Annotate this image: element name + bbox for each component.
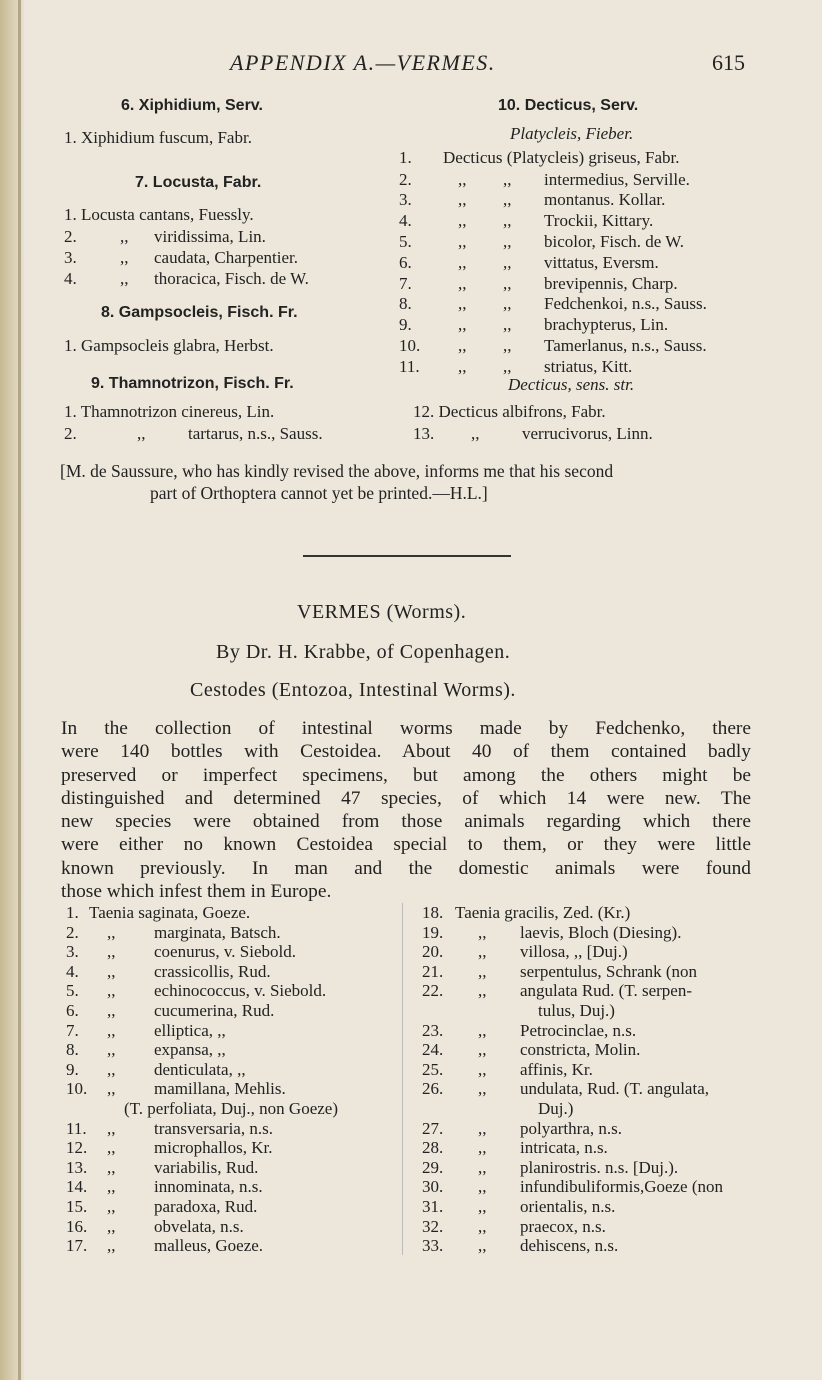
list-cell: ,, bbox=[107, 922, 116, 942]
list-cell: intermedius, Serville. bbox=[544, 170, 690, 189]
list-cell: malleus, Goeze. bbox=[154, 1236, 264, 1256]
list-cell: 4. bbox=[399, 211, 412, 230]
list-cell: ,, bbox=[503, 232, 512, 251]
editor-note-line-2: part of Orthoptera cannot yet be printed.—H.L.] bbox=[150, 483, 488, 503]
list-cell: ,, bbox=[107, 1177, 116, 1197]
list-cell: ,, bbox=[503, 274, 512, 293]
paragraph-line: new species were obtained from those animals regarding which there bbox=[61, 811, 751, 833]
list-cell: 9. bbox=[66, 1059, 79, 1079]
list-cell: ,, bbox=[458, 274, 467, 293]
list-cell: 29. bbox=[422, 1157, 444, 1177]
list-cell: Duj.) bbox=[538, 1099, 574, 1118]
list-cell: 3. bbox=[66, 942, 79, 962]
list-cell: 6. bbox=[66, 1001, 79, 1020]
list-cell: 23. bbox=[422, 1020, 444, 1040]
section-heading-decticus: 10. Decticus, Serv. bbox=[498, 97, 639, 114]
section-heading-xiphidium: 6. Xiphidium, Serv. bbox=[121, 97, 263, 114]
list-cell: ,, bbox=[478, 1118, 487, 1138]
list-cell: elliptica, ,, bbox=[154, 1020, 226, 1040]
list-cell: ,, bbox=[478, 942, 487, 962]
list-cell: ,, bbox=[478, 1216, 487, 1236]
paragraph-line: preserved or imperfect specimens, but among the others might be bbox=[61, 764, 751, 786]
list-cell: ,, bbox=[107, 1197, 116, 1216]
list-cell: praecox, n.s. bbox=[520, 1216, 606, 1236]
list-cell: 30. bbox=[422, 1177, 444, 1197]
list-cell: 7. bbox=[66, 1020, 79, 1040]
list-cell: infundibuliformis,Goeze (non bbox=[520, 1177, 724, 1197]
list-cell: tulus, Duj.) bbox=[538, 1001, 615, 1020]
paragraph-line: In the collection of intestinal worms made by Fedchenko, there bbox=[61, 718, 751, 739]
list-cell: 24. bbox=[422, 1040, 444, 1060]
list-cell: 16. bbox=[66, 1216, 88, 1236]
list-item: 13. ,, verrucivorus, Linn. bbox=[413, 424, 653, 443]
list-cell: ,, bbox=[107, 1236, 116, 1256]
section-heading-gampsocleis: 8. Gampsocleis, Fisch. Fr. bbox=[101, 304, 298, 321]
list-cell: ,, bbox=[458, 190, 467, 209]
list-cell: 1. bbox=[399, 148, 412, 167]
list-cell: 15. bbox=[66, 1197, 88, 1216]
list-cell: marginata, Batsch. bbox=[154, 922, 281, 942]
list-cell: serpentulus, Schrank (non bbox=[520, 961, 698, 981]
paragraph-line: were 140 bottles with Cestoidea. About 40 of them contained badly bbox=[61, 741, 751, 763]
list-cell: ,, bbox=[107, 961, 116, 981]
list-cell: ,, bbox=[107, 1216, 116, 1236]
list-cell: 21. bbox=[422, 961, 444, 981]
list-cell: ,, bbox=[478, 1157, 487, 1177]
list-cell: ,, bbox=[503, 357, 512, 376]
list-item: 1. Thamnotrizon cinereus, Lin. bbox=[64, 402, 275, 421]
list-cell: Decticus (Platycleis) griseus, Fabr. bbox=[443, 148, 680, 167]
list-cell: 3. bbox=[399, 190, 412, 209]
list-cell: 11. bbox=[399, 357, 420, 376]
list-cell: 10. bbox=[66, 1079, 88, 1099]
list-cell: 8. bbox=[66, 1040, 79, 1060]
list-cell: ,, bbox=[458, 294, 467, 313]
paragraph-line: distinguished and determined 47 species, of which 14 were new. The bbox=[61, 787, 751, 809]
list-cell: ,, bbox=[458, 211, 467, 230]
list-cell: intricata, n.s. bbox=[520, 1138, 608, 1158]
list-cell: ,, bbox=[458, 232, 467, 251]
list-cell: ,, bbox=[107, 942, 116, 962]
list-cell: ,, bbox=[478, 1177, 487, 1197]
intro-paragraph bbox=[61, 717, 751, 903]
list-cell: striatus, Kitt. bbox=[544, 357, 633, 376]
list-cell: ,, bbox=[503, 336, 512, 355]
cestodes-subtitle: Cestodes (Entozoa, Intestinal Worms). bbox=[190, 679, 516, 701]
list-item: 1. Xiphidium fuscum, Fabr. bbox=[64, 128, 252, 147]
list-cell: 25. bbox=[422, 1059, 444, 1079]
list-cell: Taenia saginata, Goeze. bbox=[89, 903, 251, 922]
list-cell: 12. bbox=[66, 1138, 88, 1158]
list-cell: ,, bbox=[478, 1079, 487, 1099]
list-cell: ,, bbox=[458, 315, 467, 334]
list-cell: 14. bbox=[66, 1177, 88, 1197]
list-cell: undulata, Rud. (T. angulata, bbox=[520, 1079, 709, 1099]
list-cell: ,, bbox=[107, 1118, 116, 1138]
list-cell: ,, bbox=[503, 253, 512, 272]
list-cell: planirostris. n.s. [Duj.). bbox=[520, 1157, 679, 1177]
list-cell: innominata, n.s. bbox=[154, 1177, 263, 1197]
list-cell: ,, bbox=[503, 211, 512, 230]
subheading-platycleis: Platycleis, Fieber. bbox=[510, 124, 634, 143]
list-item: 3. ,, caudata, Charpentier. bbox=[64, 248, 298, 267]
author-line: By Dr. H. Krabbe, of Copenhagen. bbox=[216, 641, 511, 663]
list-cell: ,, bbox=[478, 1059, 487, 1079]
list-cell: paradoxa, Rud. bbox=[154, 1197, 258, 1216]
list-cell: ,, bbox=[503, 315, 512, 334]
paragraph-line: those which infest them in Europe. bbox=[61, 881, 332, 903]
list-cell: ,, bbox=[478, 1236, 487, 1256]
column-divider bbox=[402, 903, 403, 1255]
list-cell: bicolor, Fisch. de W. bbox=[544, 232, 685, 251]
list-cell: mamillana, Mehlis. bbox=[154, 1079, 286, 1099]
list-cell: 4. bbox=[66, 961, 79, 981]
section-divider bbox=[303, 555, 511, 557]
list-cell: ,, bbox=[107, 1059, 116, 1079]
list-cell: laevis, Bloch (Diesing). bbox=[520, 922, 682, 942]
list-item: 2. ,, tartarus, n.s., Sauss. bbox=[64, 424, 323, 443]
list-cell: 20. bbox=[422, 942, 444, 962]
list-cell: ,, bbox=[478, 981, 487, 1001]
list-cell: coenurus, v. Siebold. bbox=[154, 942, 296, 962]
list-cell: ,, bbox=[107, 1001, 116, 1020]
list-cell: Fedchenkoi, n.s., Sauss. bbox=[544, 294, 707, 313]
list-cell: ,, bbox=[503, 170, 512, 189]
section-heading-locusta: 7. Locusta, Fabr. bbox=[135, 174, 262, 191]
list-cell: 7. bbox=[399, 274, 412, 293]
list-cell: Petrocinclae, n.s. bbox=[520, 1020, 637, 1040]
list-cell: 28. bbox=[422, 1138, 444, 1158]
list-item: 1. Gampsocleis glabra, Herbst. bbox=[64, 336, 274, 355]
list-cell: 17. bbox=[66, 1236, 88, 1256]
list-cell: Taenia gracilis, Zed. (Kr.) bbox=[455, 903, 631, 922]
list-cell: ,, bbox=[458, 336, 467, 355]
list-item: 2. ,, viridissima, Lin. bbox=[64, 227, 266, 246]
list-cell: 31. bbox=[422, 1197, 444, 1216]
list-cell: ,, bbox=[478, 1197, 487, 1216]
list-cell: 32. bbox=[422, 1216, 444, 1236]
list-item: 1. Locusta cantans, Fuessly. bbox=[64, 205, 254, 224]
list-cell: villosa, ,, [Duj.) bbox=[520, 942, 628, 962]
list-cell: 33. bbox=[422, 1236, 444, 1256]
list-cell: obvelata, n.s. bbox=[154, 1216, 244, 1236]
list-cell: brevipennis, Charp. bbox=[544, 274, 678, 293]
paragraph-line: known previously. In man and the domestic animals were found bbox=[61, 857, 751, 879]
list-cell: ,, bbox=[503, 190, 512, 209]
list-cell: ,, bbox=[458, 357, 467, 376]
list-cell: dehiscens, n.s. bbox=[520, 1236, 619, 1256]
list-cell: expansa, ,, bbox=[154, 1040, 226, 1060]
list-cell: Trockii, Kittary. bbox=[544, 211, 654, 230]
list-cell: affinis, Kr. bbox=[520, 1059, 593, 1079]
list-cell: ,, bbox=[478, 1040, 487, 1060]
subheading-decticus-sens-str: Decticus, sens. str. bbox=[508, 375, 635, 394]
list-cell: 11. bbox=[66, 1118, 87, 1138]
list-cell: 6. bbox=[399, 253, 412, 272]
list-cell: ,, bbox=[478, 922, 487, 942]
list-cell: montanus. Kollar. bbox=[544, 190, 666, 209]
list-cell: 18. bbox=[422, 903, 444, 922]
list-cell: 13. bbox=[66, 1157, 88, 1177]
list-cell: 5. bbox=[399, 232, 412, 251]
list-item: 4. ,, thoracica, Fisch. de W. bbox=[64, 269, 309, 288]
vermes-title: VERMES (Worms). bbox=[297, 601, 467, 623]
list-cell: 5. bbox=[66, 981, 79, 1001]
page-edge-line bbox=[18, 0, 21, 1380]
page-number: 615 bbox=[712, 50, 745, 75]
list-cell: variabilis, Rud. bbox=[154, 1157, 259, 1177]
editor-note-line-1: [M. de Saussure, who has kindly revised the above, informs me that his second bbox=[60, 461, 614, 481]
list-cell: angulata Rud. (T. serpen- bbox=[520, 981, 692, 1001]
list-cell: microphallos, Kr. bbox=[154, 1138, 273, 1158]
list-cell: Tamerlanus, n.s., Sauss. bbox=[544, 336, 707, 355]
list-cell: 10. bbox=[399, 336, 421, 355]
list-cell: polyarthra, n.s. bbox=[520, 1118, 622, 1138]
list-cell: denticulata, ,, bbox=[154, 1059, 246, 1079]
list-cell: constricta, Molin. bbox=[520, 1040, 641, 1060]
running-header: APPENDIX A.—VERMES. bbox=[230, 50, 496, 75]
list-cell: cucumerina, Rud. bbox=[154, 1001, 275, 1020]
list-cell: ,, bbox=[107, 1020, 116, 1040]
list-cell: ,, bbox=[478, 1138, 487, 1158]
list-cell: 27. bbox=[422, 1118, 444, 1138]
list-item: 12. Decticus albifrons, Fabr. bbox=[413, 402, 606, 421]
list-cell: ,, bbox=[107, 1157, 116, 1177]
list-cell: ,, bbox=[478, 961, 487, 981]
list-cell: ,, bbox=[458, 253, 467, 272]
list-cell: ,, bbox=[107, 981, 116, 1001]
list-cell: 9. bbox=[399, 315, 412, 334]
list-cell: transversaria, n.s. bbox=[154, 1118, 273, 1138]
list-cell: crassicollis, Rud. bbox=[154, 961, 271, 981]
paragraph-line: were either no known Cestoidea special to them, or they were little bbox=[61, 834, 751, 856]
list-cell: (T. perfoliata, Duj., non Goeze) bbox=[124, 1099, 338, 1118]
list-cell: ,, bbox=[478, 1020, 487, 1040]
list-cell: 8. bbox=[399, 294, 412, 313]
list-cell: 19. bbox=[422, 922, 444, 942]
list-cell: vittatus, Eversm. bbox=[544, 253, 659, 272]
section-heading-thamnotrizon: 9. Thamnotrizon, Fisch. Fr. bbox=[91, 375, 294, 392]
list-cell: ,, bbox=[107, 1040, 116, 1060]
list-cell: brachypterus, Lin. bbox=[544, 315, 669, 334]
list-cell: 2. bbox=[399, 170, 412, 189]
list-cell: 1. bbox=[66, 903, 79, 922]
list-cell: 26. bbox=[422, 1079, 444, 1099]
list-cell: 2. bbox=[66, 922, 79, 942]
list-cell: ,, bbox=[107, 1079, 116, 1099]
list-cell: ,, bbox=[107, 1138, 116, 1158]
list-cell: orientalis, n.s. bbox=[520, 1197, 616, 1216]
list-cell: echinococcus, v. Siebold. bbox=[154, 981, 327, 1001]
list-cell: ,, bbox=[503, 294, 512, 313]
list-cell: ,, bbox=[458, 170, 467, 189]
list-cell: 22. bbox=[422, 981, 444, 1001]
